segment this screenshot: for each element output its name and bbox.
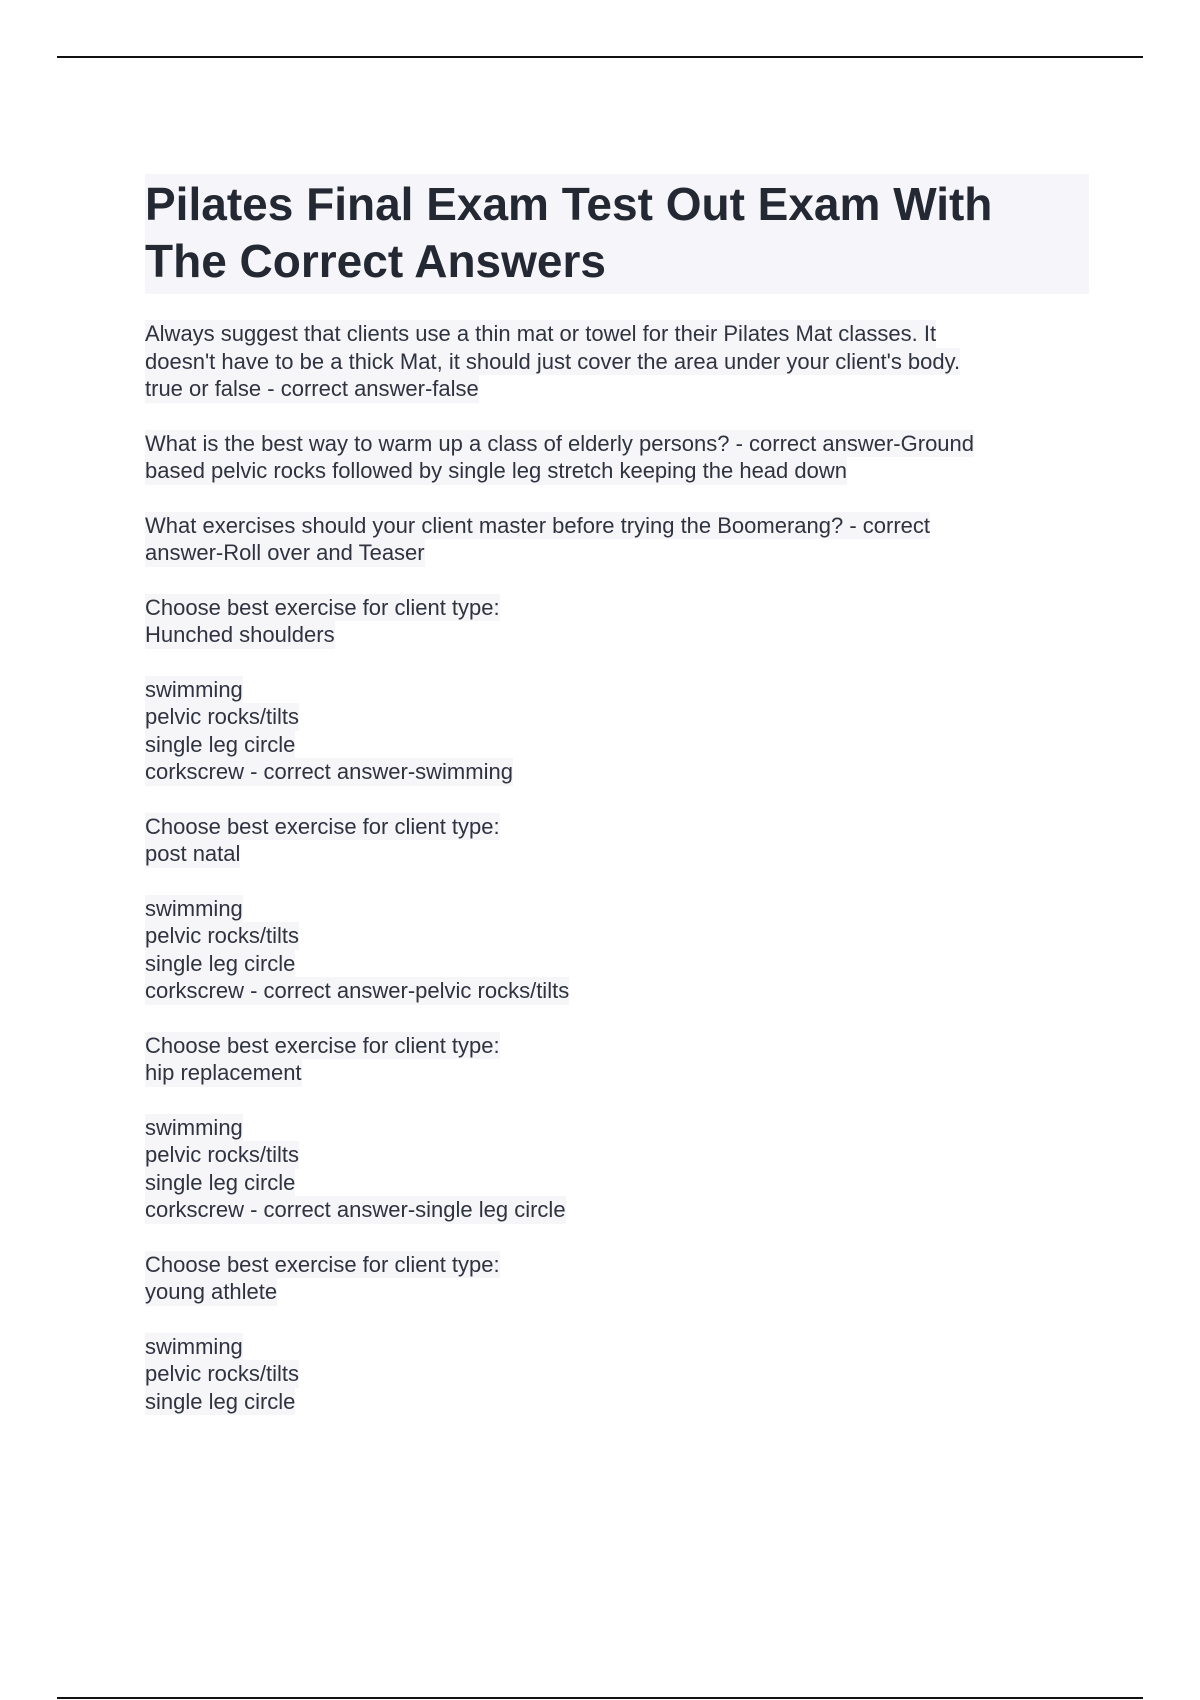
text-line-row: [145, 1251, 1089, 1279]
text-line: single leg circle: [145, 1169, 296, 1195]
text-line-row: [145, 895, 1089, 923]
text-line-row: [145, 758, 1089, 786]
text-line: hip replacement: [145, 1060, 302, 1085]
text-line-row: [145, 1333, 1089, 1361]
text-line-row: [145, 1360, 1089, 1388]
text-line: corkscrew - correct answer-swimming: [145, 759, 513, 784]
qa-block: [145, 676, 1089, 786]
text-line: swimming: [145, 1114, 243, 1140]
text-line: pelvic rocks/tilts: [145, 923, 300, 948]
text-line: Choose best exercise for client type:: [145, 1032, 500, 1058]
qa-block: [145, 1251, 1089, 1306]
text-line: single leg circle: [145, 950, 296, 976]
qa-block: [145, 320, 1089, 403]
text-line: swimming: [145, 676, 243, 702]
text-line-row: [145, 512, 1089, 540]
text-line-row: [145, 703, 1089, 731]
text-line: Choose best exercise for client type:: [145, 594, 500, 620]
text-line-row: [145, 539, 1089, 567]
text-line: post natal: [145, 841, 241, 866]
document-title: [145, 174, 1089, 294]
text-line-row: [145, 1196, 1089, 1224]
text-line-row: [145, 676, 1089, 704]
text-line: Always suggest that clients use a thin mat or towel for their Pilates Mat classes. It: [145, 321, 937, 346]
text-line: Choose best exercise for client type:: [145, 813, 500, 839]
text-line-row: [145, 594, 1089, 622]
text-line: true or false - correct answer-false: [145, 376, 479, 401]
qa-block: [145, 1114, 1089, 1224]
text-line: swimming: [145, 1333, 243, 1359]
text-line: corkscrew - correct answer-single leg circle: [145, 1197, 566, 1222]
qa-block: [145, 813, 1089, 868]
text-line-row: [145, 977, 1089, 1005]
question-list: [145, 320, 1089, 1415]
text-line-row: [145, 731, 1089, 759]
text-line: pelvic rocks/tilts: [145, 1142, 300, 1167]
text-line-row: [145, 950, 1089, 978]
text-line: doesn't have to be a thick Mat, it should just cover the area under your client's body.: [145, 348, 961, 374]
text-line-row: [145, 1059, 1089, 1087]
document-title-text: [145, 176, 1089, 290]
qa-block: [145, 1032, 1089, 1087]
text-line: corkscrew - correct answer-pelvic rocks/tilts: [145, 978, 570, 1003]
text-line: answer-Roll over and Teaser: [145, 540, 425, 565]
footer-rule: [57, 1697, 1143, 1699]
text-line-row: [145, 621, 1089, 649]
text-line-row: [145, 813, 1089, 841]
header-rule: [57, 56, 1143, 58]
text-line-row: [145, 1032, 1089, 1060]
text-line-row: [145, 348, 1089, 376]
text-line-row: [145, 457, 1089, 485]
qa-block: [145, 512, 1089, 567]
text-line-row: [145, 375, 1089, 403]
text-line-row: [145, 430, 1089, 458]
text-line: What exercises should your client master before trying the Boomerang? - correct: [145, 512, 931, 538]
qa-block: [145, 895, 1089, 1005]
text-line: What is the best way to warm up a class of elderly persons? - correct answer-Ground: [145, 430, 975, 456]
text-line-row: [145, 1388, 1089, 1416]
text-line-row: [145, 320, 1089, 348]
text-line: pelvic rocks/tilts: [145, 704, 300, 729]
text-line: young athlete: [145, 1279, 278, 1304]
text-line-row: [145, 922, 1089, 950]
document-body: [145, 174, 1089, 1442]
title-line-1: Pilates Final Exam Test Out Exam With: [145, 178, 993, 230]
title-line-2: The Correct Answers: [145, 235, 606, 287]
text-line: swimming: [145, 895, 243, 921]
text-line: pelvic rocks/tilts: [145, 1361, 300, 1386]
text-line: Choose best exercise for client type:: [145, 1251, 500, 1277]
text-line-row: [145, 1278, 1089, 1306]
text-line: Hunched shoulders: [145, 622, 335, 647]
text-line: based pelvic rocks followed by single leg stretch keeping the head down: [145, 458, 847, 483]
text-line-row: [145, 1169, 1089, 1197]
qa-block: [145, 1333, 1089, 1416]
text-line-row: [145, 840, 1089, 868]
text-line-row: [145, 1114, 1089, 1142]
text-line-row: [145, 1141, 1089, 1169]
qa-block: [145, 594, 1089, 649]
text-line: single leg circle: [145, 731, 296, 757]
qa-block: [145, 430, 1089, 485]
text-line: single leg circle: [145, 1388, 296, 1414]
